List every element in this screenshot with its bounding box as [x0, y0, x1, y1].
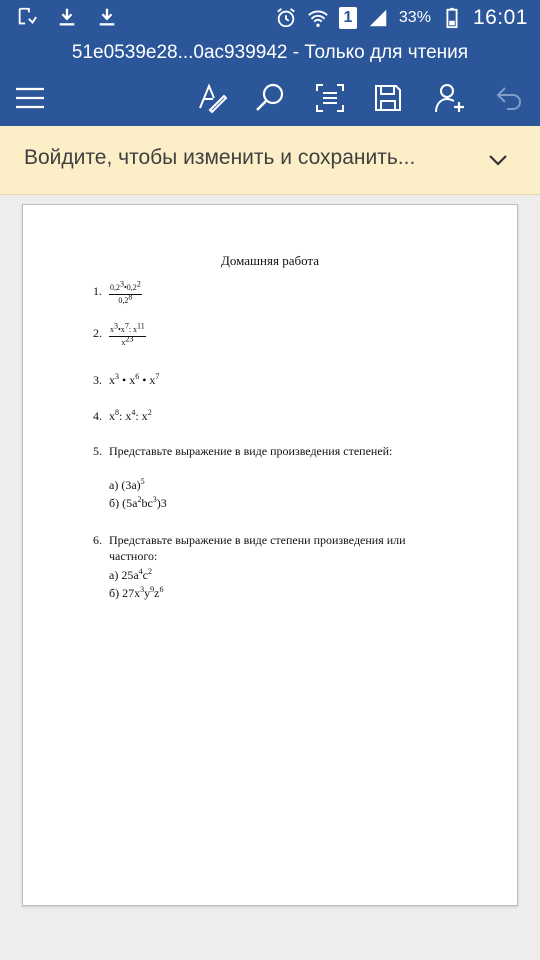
sub-item-text: а) 25а — [109, 568, 139, 582]
math-expression: $\frac{0,2^3•0,2^2}{0,2^8}$ — [110, 279, 141, 305]
item-number: 6. — [93, 533, 102, 547]
sim-indicator: 1 — [339, 7, 357, 29]
sign-in-banner[interactable] — [0, 126, 540, 195]
status-system — [275, 6, 528, 30]
spelling-pen-icon — [196, 82, 228, 114]
status-bar — [0, 0, 540, 36]
sub-item-text: а) (3а) — [109, 478, 141, 492]
wifi-icon — [307, 7, 329, 29]
clock: 16:01 — [472, 6, 528, 29]
item-number: 4. — [93, 409, 102, 423]
share-button[interactable] — [430, 78, 470, 118]
add-person-icon — [433, 82, 467, 114]
sub-item: б) $(5а^2bc^3)3$ — [109, 495, 167, 510]
list-item — [93, 321, 146, 348]
sub-item: б) $27x^3y^9z^6$ — [109, 585, 164, 600]
search-button[interactable] — [250, 78, 290, 118]
screenshot-notification-icon — [16, 6, 38, 28]
math-expression: $x^8$: $x^4$: $x^2$ — [109, 408, 152, 423]
item-number: 1. — [93, 284, 102, 298]
save-icon — [372, 82, 404, 114]
list-item — [93, 443, 449, 459]
list-item — [93, 408, 152, 424]
sub-item: а) $(3а)^5$ — [109, 477, 145, 492]
sign-in-banner-text: Войдите, чтобы изменить и сохранить... — [24, 146, 416, 169]
menu-button[interactable] — [10, 78, 50, 118]
math-expression: $x^3$ • $x^6$ • $x^7$ — [109, 372, 160, 387]
document-title: Домашняя работа — [220, 253, 320, 268]
item-number: 2. — [93, 326, 102, 340]
undo-button[interactable] — [488, 78, 528, 118]
undo-icon — [493, 83, 523, 113]
search-icon — [254, 82, 286, 114]
alarm-icon — [275, 7, 297, 29]
save-button[interactable] — [368, 78, 408, 118]
item-number: 5. — [93, 444, 102, 458]
battery-icon — [441, 7, 463, 29]
battery-percent: 33% — [398, 9, 431, 26]
sub-item-text: bc — [141, 496, 153, 510]
list-item — [93, 532, 449, 564]
reading-view-button[interactable] — [310, 78, 350, 118]
download-icon — [96, 6, 118, 28]
sub-item-text: б) 27x — [109, 586, 141, 600]
download-icon — [56, 6, 78, 28]
sub-item-text: )3 — [156, 496, 167, 510]
hamburger-icon — [14, 86, 46, 110]
list-item — [93, 372, 160, 388]
item-number: 3. — [93, 373, 102, 387]
document-title-bar: 51e0539e28...0ac939942 - Только для чтения — [0, 36, 540, 72]
item-text: Представьте выражение в виде степени произведения или частного: — [109, 533, 406, 563]
sub-item: а) $25а^4c^2$ — [109, 567, 152, 582]
status-notifications — [16, 6, 118, 28]
sub-item-text: б) (5а — [109, 496, 138, 510]
chevron-down-icon[interactable] — [486, 148, 510, 172]
reading-view-icon — [314, 82, 346, 114]
document-page[interactable] — [22, 204, 518, 906]
math-expression: $\frac{x^3•x^7: x^{11}}{x^{23}}$ — [110, 321, 145, 347]
list-item — [93, 279, 142, 306]
toolbar — [0, 72, 540, 126]
item-text: Представьте выражение в виде произведения степеней: — [109, 444, 393, 458]
spelling-button[interactable] — [192, 78, 232, 118]
signal-icon — [367, 7, 389, 29]
